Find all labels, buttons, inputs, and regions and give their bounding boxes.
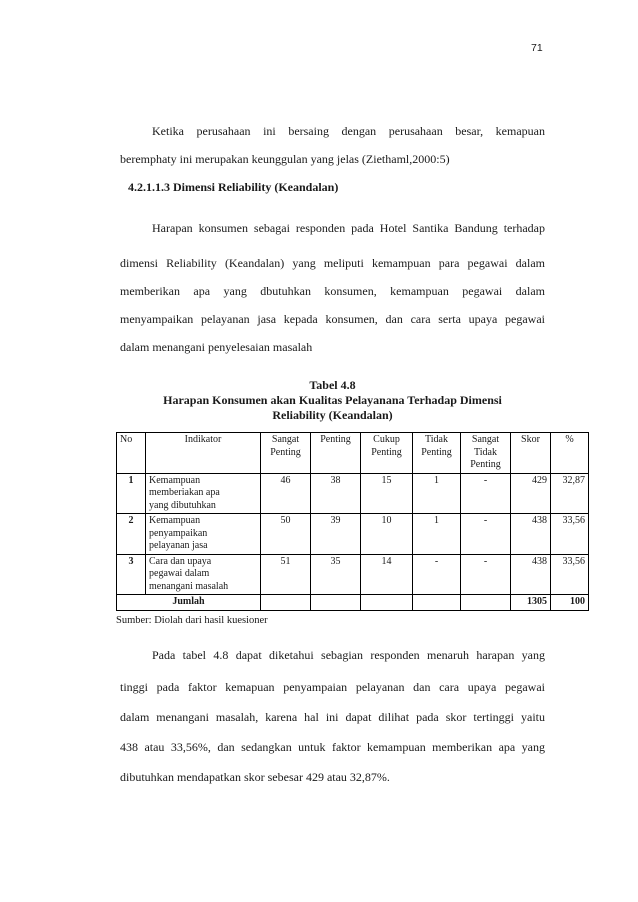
row-3-tidak-penting: - <box>413 554 461 595</box>
total-empty-2 <box>311 595 361 611</box>
row-3-sangat-tidak-penting: - <box>461 554 511 595</box>
table-caption <box>120 378 545 423</box>
total-empty-1 <box>261 595 311 611</box>
header-cukup-penting-line-2: Penting <box>371 446 402 458</box>
row-3-penting: 35 <box>311 554 361 595</box>
row-3-indikator-line-3: menangani masalah <box>149 580 229 592</box>
row-1-skor: 429 <box>511 473 551 514</box>
row-1-tidak-penting: 1 <box>413 473 461 514</box>
total-empty-4 <box>413 595 461 611</box>
row-2-indikator-line-1: Kemampuan <box>149 515 201 526</box>
header-stp-line-2: Tidak <box>474 446 497 458</box>
row-1-indikator <box>146 473 261 514</box>
header-tidak-penting <box>413 433 461 474</box>
header-persen: % <box>551 433 589 474</box>
row-1-persen: 32,87 <box>551 473 589 514</box>
table-row <box>117 554 589 595</box>
row-3-no: 3 <box>117 554 146 595</box>
row-3-cukup-penting: 14 <box>361 554 413 595</box>
reliability-paragraph-line-1: Harapan konsumen sebagai responden pada Hotel Santika Bandung terhadap <box>152 221 545 235</box>
reliability-paragraph-line-5: dalam menangani penyelesaian masalah <box>120 340 313 354</box>
row-3-skor: 438 <box>511 554 551 595</box>
table-title-line-2: Reliability (Keandalan) <box>272 408 393 422</box>
page-number: 71 <box>531 42 543 54</box>
row-2-penting: 39 <box>311 514 361 555</box>
total-label: Jumlah <box>117 595 261 611</box>
row-2-sangat-penting: 50 <box>261 514 311 555</box>
row-3-indikator-line-2: pegawai dalam <box>149 568 210 579</box>
header-tidak-penting-line-1: Tidak <box>425 434 448 445</box>
reliability-paragraph-line-2: dimensi Reliability (Keandalan) yang meliputi kemampuan para pegawai dalam <box>120 256 545 270</box>
row-2-sangat-tidak-penting: - <box>461 514 511 555</box>
total-skor: 1305 <box>511 595 551 611</box>
header-stp-line-1: Sangat <box>471 434 500 445</box>
row-1-penting: 38 <box>311 473 361 514</box>
header-no: No <box>117 433 146 474</box>
row-2-no: 2 <box>117 514 146 555</box>
row-1-indikator-line-3: yang dibutuhkan <box>149 499 216 511</box>
header-indikator: Indikator <box>146 433 261 474</box>
header-skor: Skor <box>511 433 551 474</box>
analysis-paragraph-line-4: 438 atau 33,56%, dan sedangkan untuk faktor kemampuan memberikan apa yang <box>120 740 545 754</box>
row-1-no: 1 <box>117 473 146 514</box>
analysis-paragraph-line-5: dibutuhkan mendapatkan skor sebesar 429 atau 32,87%. <box>120 770 390 784</box>
intro-paragraph-line-1: Ketika perusahaan ini bersaing dengan perusahaan besar, kemapuan <box>152 124 545 138</box>
header-tidak-penting-line-2: Penting <box>421 446 452 458</box>
section-heading: 4.2.1.1.3 Dimensi Reliability (Keandalan) <box>128 180 339 194</box>
row-3-sangat-penting: 51 <box>261 554 311 595</box>
reliability-paragraph-line-3: memberikan apa yang dbutuhkan konsumen, kemampuan pegawai dalam <box>120 284 545 298</box>
reliability-paragraph-line-4: menyampaikan pelayanan jasa kepada konsumen, dan cara serta upaya pegawai <box>120 312 545 326</box>
row-1-indikator-line-2: memberiakan apa <box>149 487 220 498</box>
header-cukup-penting <box>361 433 413 474</box>
row-2-skor: 438 <box>511 514 551 555</box>
header-stp-line-3: Penting <box>470 459 501 470</box>
header-sangat-penting-line-1: Sangat <box>271 434 300 445</box>
total-empty-5 <box>461 595 511 611</box>
table-source: Sumber: Diolah dari hasil kuesioner <box>116 615 268 626</box>
intro-paragraph-line-2: beremphaty ini merupakan keunggulan yang jelas (Ziethaml,2000:5) <box>120 152 450 166</box>
table-row <box>117 473 589 514</box>
row-2-indikator-line-2: penyampaikan <box>149 527 208 539</box>
total-empty-3 <box>361 595 413 611</box>
row-2-cukup-penting: 10 <box>361 514 413 555</box>
row-2-indikator <box>146 514 261 555</box>
row-2-persen: 33,56 <box>551 514 589 555</box>
table-title-line-1: Harapan Konsumen akan Kualitas Pelayanana Terhadap Dimensi <box>163 393 502 407</box>
analysis-paragraph-line-3: dalam menangani masalah, karena hal ini dapat dilihat pada skor tertinggi yaitu <box>120 710 545 724</box>
row-3-indikator-line-1: Cara dan upaya <box>149 555 212 567</box>
row-1-sangat-tidak-penting: - <box>461 473 511 514</box>
row-3-indikator <box>146 554 261 595</box>
table-row <box>117 514 589 555</box>
row-1-indikator-line-1: Kemampuan <box>149 474 201 486</box>
row-3-persen: 33,56 <box>551 554 589 595</box>
row-1-cukup-penting: 15 <box>361 473 413 514</box>
analysis-paragraph-line-2: tinggi pada faktor kemapuan penyampaian pelayanan dan cara upaya pegawai <box>120 680 545 694</box>
header-sangat-penting-line-2: Penting <box>270 446 301 458</box>
table-header-row <box>117 433 589 474</box>
header-penting: Penting <box>311 433 361 474</box>
analysis-paragraph-line-1: Pada tabel 4.8 dapat diketahui sebagian responden menaruh harapan yang <box>152 648 545 662</box>
row-2-tidak-penting: 1 <box>413 514 461 555</box>
expectation-table <box>116 432 589 611</box>
table-label: Tabel 4.8 <box>309 378 356 392</box>
row-1-sangat-penting: 46 <box>261 473 311 514</box>
header-sangat-tidak-penting <box>461 433 511 474</box>
table-total-row <box>117 595 589 611</box>
total-persen: 100 <box>551 595 589 611</box>
header-sangat-penting <box>261 433 311 474</box>
row-2-indikator-line-3: pelayanan jasa <box>149 540 208 551</box>
header-cukup-penting-line-1: Cukup <box>373 434 400 445</box>
